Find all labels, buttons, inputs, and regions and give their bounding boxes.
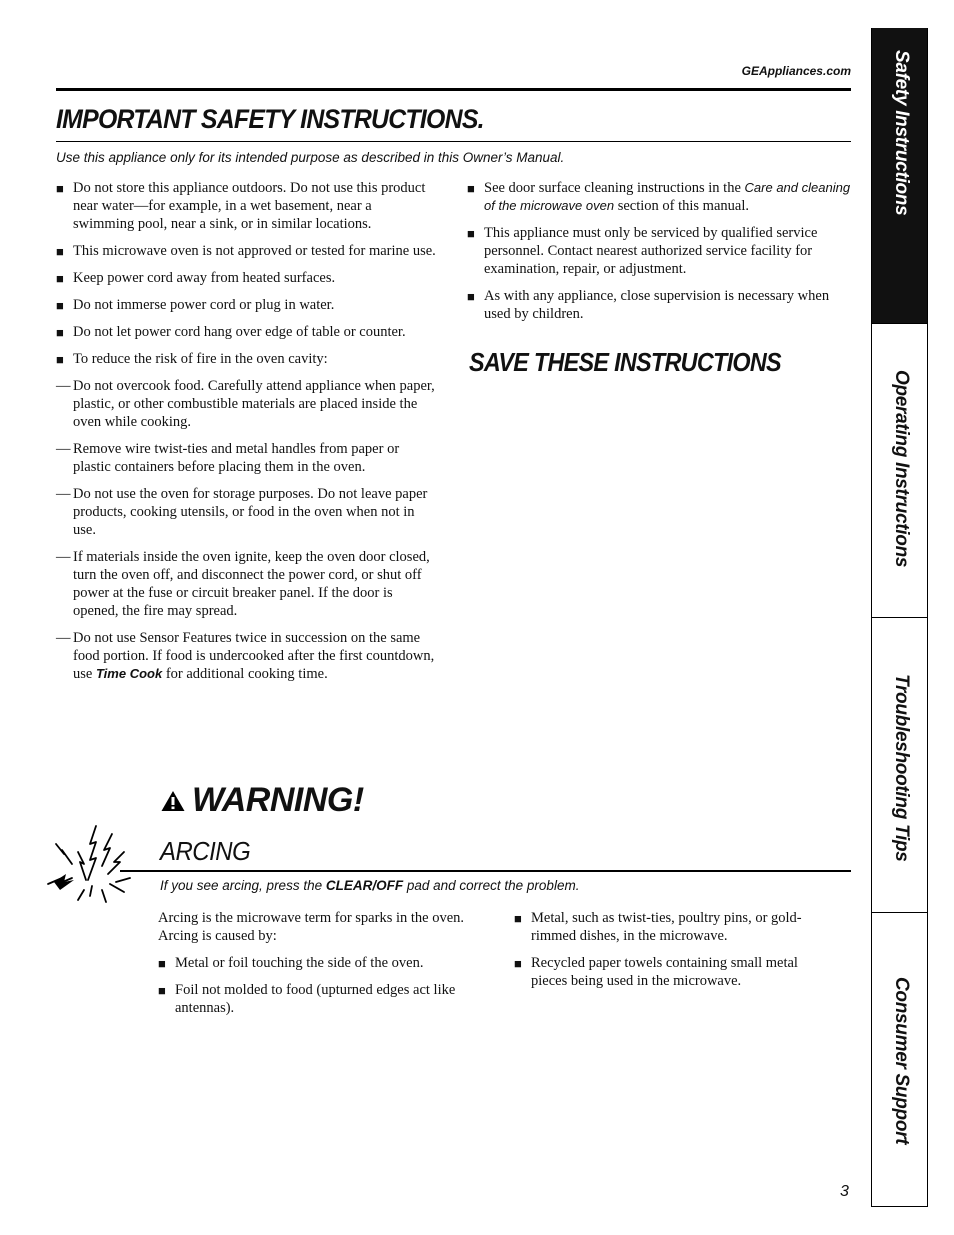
arcing-paragraph: Arcing is the microwave term for sparks in the oven. Arcing is caused by: (158, 910, 465, 944)
arcing-left-column (158, 909, 498, 1026)
tab-safety-instructions[interactable] (872, 28, 927, 324)
list-item: — Do not use Sensor Features twice in succession on the same food portion. If food is undercooked after the first countdown, use Time Cook for additional cooking time. (56, 630, 435, 682)
clear-off-key-label: CLEAR/OFF (325, 878, 404, 893)
list-item: ■ Foil not molded to food (upturned edges act like antennas). (158, 982, 456, 1016)
list-item: ■ This appliance must only be serviced by qualified service personnel. Contact nearest authorized service facility for examination, repair, or adjustment. (467, 225, 818, 277)
list-item: ■ Recycled paper towels containing small metal pieces being used in the microwave. (514, 955, 798, 989)
list-item: ■ Metal or foil touching the side of the oven. (158, 955, 424, 971)
warning-header (160, 781, 364, 820)
tab-label: Safety Instructions (891, 50, 912, 216)
arcing-spark-icon (44, 820, 144, 910)
warning-rule (120, 870, 851, 872)
list-item: ■ This microwave oven is not approved or tested for marine use. (56, 243, 436, 259)
list-item: ■ Do not immerse power cord or plug in water. (56, 297, 335, 313)
arcing-right-column (514, 909, 834, 999)
list-item: ■ See door surface cleaning instructions in the Care and cleaning of the microwave oven section of this manual. (467, 180, 851, 214)
list-item: — Remove wire twist-ties and metal handles from paper or plastic containers before placing them in the oven. (56, 441, 400, 475)
site-url: GEAppliances.com (741, 64, 851, 78)
list-item: ■ Keep power cord away from heated surfaces. (56, 270, 336, 286)
top-rule (56, 88, 851, 91)
list-item: — Do not overcook food. Carefully attend appliance when paper, plastic, or other combustible materials are placed inside the oven while cooking. (56, 378, 435, 430)
list-item: ■ Metal, such as twist-ties, poultry pins, or gold-rimmed dishes, in the microwave. (514, 910, 802, 944)
list-item: — If materials inside the oven ignite, keep the oven door closed, turn the oven off, and disconnect the power cord, or shut off power at the fuse or circuit breaker panel. If the door is opened, the fire may spread. (56, 549, 430, 619)
section-sidebar (871, 28, 928, 1207)
list-item: ■ To reduce the risk of fire in the oven cavity: (56, 351, 328, 367)
tab-label: Operating Instructions (891, 370, 912, 568)
tab-label: Consumer Support (891, 977, 912, 1145)
page-title: IMPORTANT SAFETY INSTRUCTIONS. (56, 104, 484, 134)
right-instructions-column (467, 179, 851, 332)
care-section-ref: Care and cleaning of the microwave oven (484, 180, 851, 213)
title-rule (56, 141, 851, 142)
time-cook-label: Time Cook (95, 666, 163, 681)
left-instructions-column (56, 179, 436, 692)
save-instructions-heading: SAVE THESE INSTRUCTIONS (469, 347, 781, 377)
intro-text: Use this appliance only for its intended purpose as described in this Owner’s Manual. (56, 150, 565, 165)
tab-troubleshooting-tips[interactable] (872, 618, 927, 913)
page-number: 3 (840, 1183, 849, 1200)
tab-label: Troubleshooting Tips (891, 674, 912, 862)
list-item: ■ Do not store this appliance outdoors. Do not use this product near water—for example, in a wet basement, near a swimming pool, near a sink, or in similar locations. (56, 180, 426, 232)
list-item: — Do not use the oven for storage purposes. Do not leave paper products, cooking utensils, or food in the oven when not in use. (56, 486, 428, 538)
tab-operating-instructions[interactable] (872, 324, 927, 618)
list-item: ■ Do not let power cord hang over edge of table or counter. (56, 324, 406, 340)
tab-consumer-support[interactable] (872, 913, 927, 1206)
warning-triangle-icon (160, 789, 186, 813)
list-item: ■ As with any appliance, close supervision is necessary when used by children. (467, 288, 830, 322)
warning-intro: If you see arcing, press the CLEAR/OFF pad and correct the problem. (160, 878, 580, 893)
arcing-heading: ARCING (160, 836, 251, 866)
warning-title: WARNING! (192, 781, 364, 819)
